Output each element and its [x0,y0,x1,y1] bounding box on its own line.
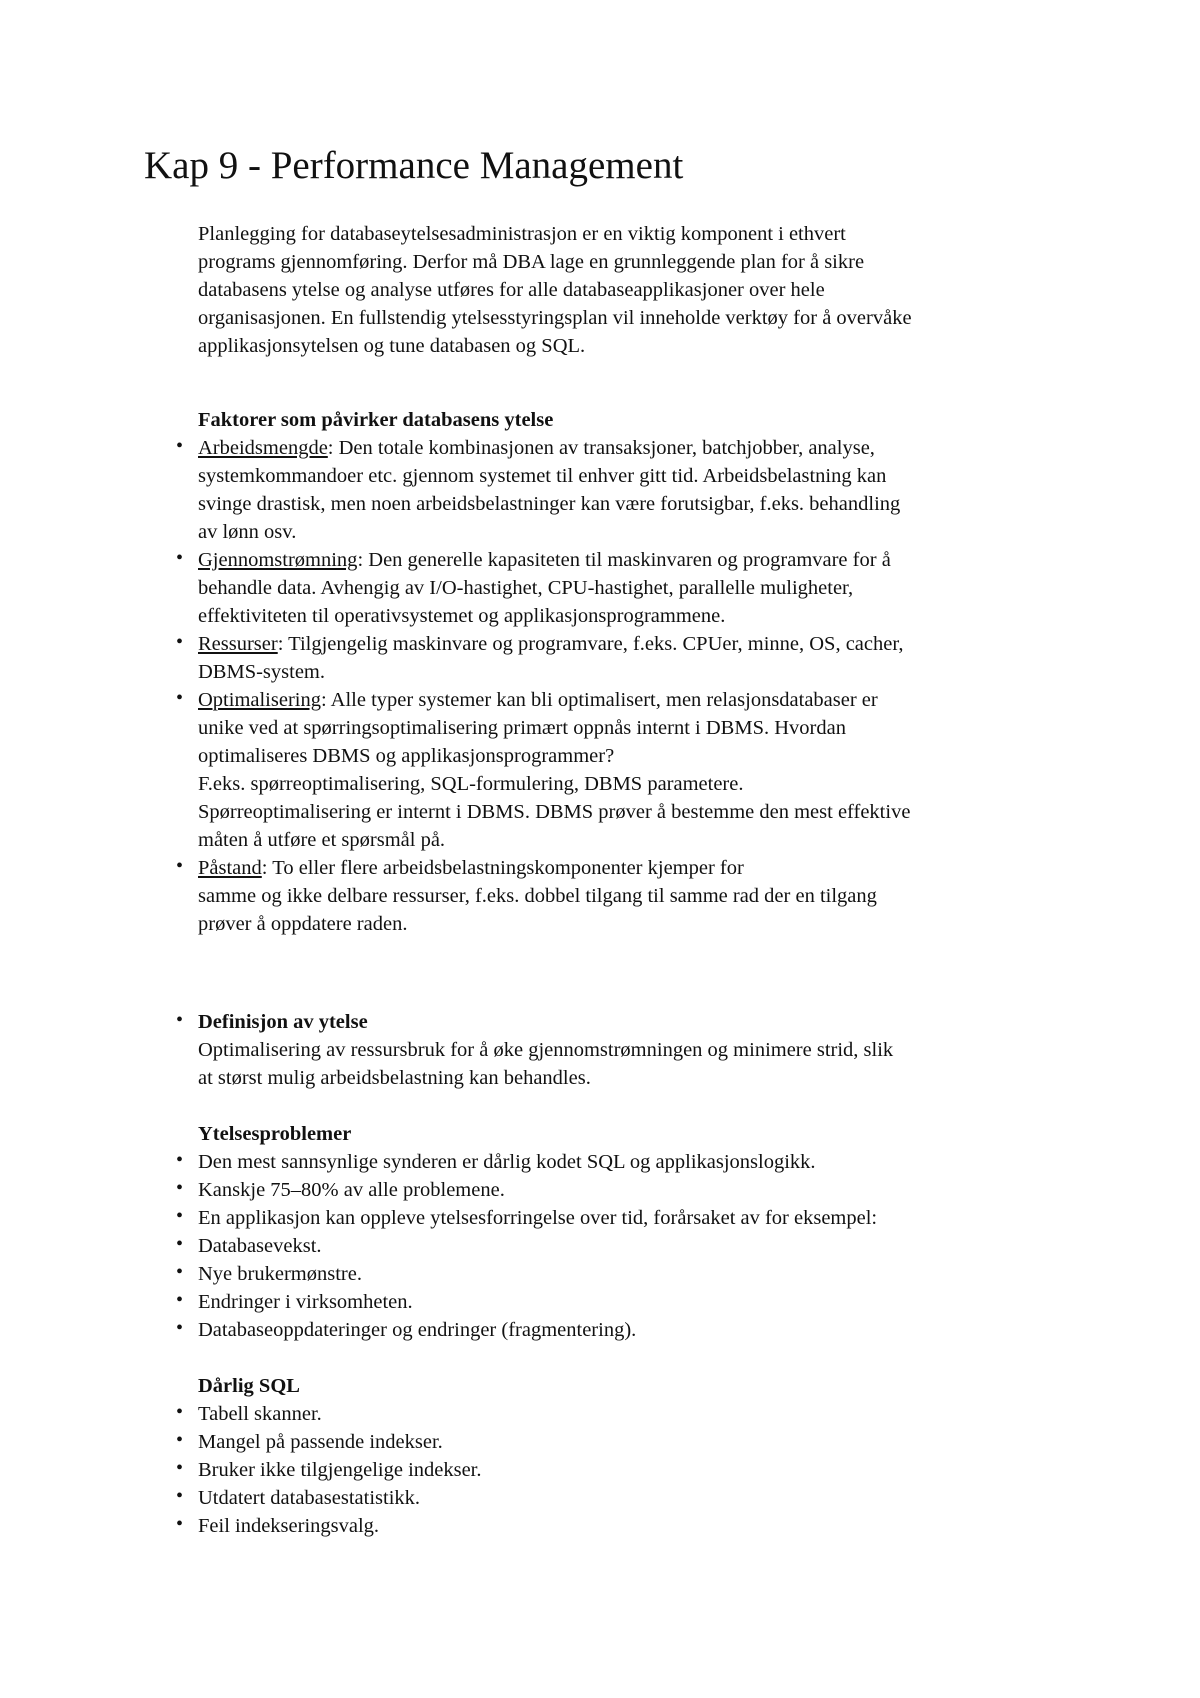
list-item [176,1484,1098,1512]
term-label: Optimalisering [198,689,321,711]
bullet-icon: • [176,1261,184,1283]
item-line: Den mest sannsynlige synderen er dårlig kodet SQL og applikasjonslogikk. [198,1151,816,1173]
item-line: behandle data. Avhengig av I/O-hastighet, CPU-hastighet, parallelle muligheter, [198,577,854,599]
bullet-icon: • [176,1429,184,1451]
item-line: systemkommandoer etc. gjennom systemet til enhver gitt tid. Arbeidsbelastning kan [198,465,887,487]
bullet-icon: • [176,855,184,877]
item-line: Bruker ikke tilgjengelige indekser. [198,1459,482,1481]
item-line: Tabell skanner. [198,1403,322,1425]
item-line: optimaliseres DBMS og applikasjonsprogrammer? [198,745,615,767]
item-line: Endringer i virksomheten. [198,1291,413,1313]
term-text: : To eller flere arbeidsbelastningskomponenter kjemper for [261,857,744,879]
intro-paragraph [198,220,1098,360]
list-item-ressurser [176,630,1098,686]
bullet-icon: • [176,1513,184,1535]
list-item [176,1204,1098,1232]
item-line: Databasevekst. [198,1235,322,1257]
item-line: Feil indekseringsvalg. [198,1515,380,1537]
item-line: DBMS-system. [198,661,326,683]
intro-line: organisasjonen. En fullstendig ytelsesstyringsplan vil inneholde verktøy for å overvåke [198,307,912,329]
item-line: at størst mulig arbeidsbelastning kan behandles. [198,1067,591,1089]
bullet-icon: • [176,1177,184,1199]
list-item [176,1148,1098,1176]
term-label: Ressurser [198,633,278,655]
term-label: Gjennomstrømning [198,549,358,571]
item-line: Mangel på passende indekser. [198,1431,443,1453]
bad-sql-heading: Dårlig SQL [198,1375,300,1397]
list-item [176,1400,1098,1428]
bullet-icon: • [176,687,184,709]
list-item-pastand [176,854,1098,938]
item-line: effektiviteten til operativsystemet og applikasjonsprogrammene. [198,605,726,627]
item-line: F.eks. spørreoptimalisering, SQL-formulering, DBMS parametere. [198,773,744,795]
bullet-icon: • [176,631,184,653]
item-line: svinge drastisk, men noen arbeidsbelastninger kan være forutsigbar, f.eks. behandling [198,493,901,515]
list-item-gjennomstromning [176,546,1098,630]
list-item [176,1512,1098,1540]
bullet-icon: • [176,1317,184,1339]
term-text: : Tilgjengelig maskinvare og programvare, f.eks. CPUer, minne, OS, cacher, [277,633,904,655]
bullet-icon: • [176,1233,184,1255]
item-line: samme og ikke delbare ressurser, f.eks. dobbel tilgang til samme rad der en tilgang [198,885,877,907]
item-line: En applikasjon kan oppleve ytelsesforringelse over tid, forårsaket av for eksempel: [198,1207,878,1229]
intro-line: applikasjonsytelsen og tune databasen og SQL. [198,335,586,357]
item-line: Optimalisering av ressursbruk for å øke gjennomstrømningen og minimere strid, slik [198,1039,894,1061]
item-line: prøver å oppdatere raden. [198,913,408,935]
bullet-icon: • [176,435,184,457]
term-label: Arbeidsmengde [198,437,328,459]
term-text: : Den generelle kapasiteten til maskinvaren og programvare for å [357,549,891,571]
list-item [176,1260,1098,1288]
bullet-icon: • [176,1205,184,1227]
intro-line: Planlegging for databaseytelsesadministrasjon er en viktig komponent i ethvert [198,223,846,245]
bullet-icon: • [176,1457,184,1479]
performance-problems-list [176,1148,1098,1344]
list-item-optimalisering [176,686,1098,854]
performance-problems-heading: Ytelsesproblemer [198,1123,352,1145]
bullet-icon: • [176,547,184,569]
intro-line: databasens ytelse og analyse utføres for alle databaseapplikasjoner over hele [198,279,825,301]
item-line: Spørreoptimalisering er internt i DBMS. DBMS prøver å bestemme den mest effektive [198,801,911,823]
item-line: Kanskje 75–80% av alle problemene. [198,1179,505,1201]
term-text: : Alle typer systemer kan bli optimalisert, men relasjonsdatabaser er [320,689,878,711]
list-item [176,1316,1098,1344]
term-label: Påstand [198,857,262,879]
list-item-definition [176,1008,1098,1092]
list-item [176,1232,1098,1260]
list-item-arbeidsmengde [176,434,1098,546]
bullet-icon: • [176,1401,184,1423]
bullet-icon: • [176,1485,184,1507]
intro-line: programs gjennomføring. Derfor må DBA lage en grunnleggende plan for å sikre [198,251,865,273]
list-item [176,1456,1098,1484]
item-line: Databaseoppdateringer og endringer (fragmentering). [198,1319,637,1341]
item-line: måten å utføre et spørsmål på. [198,829,446,851]
factors-heading: Faktorer som påvirker databasens ytelse [198,409,554,431]
item-line: av lønn osv. [198,521,297,543]
item-line: Utdatert databasestatistikk. [198,1487,421,1509]
bullet-icon: • [176,1009,184,1031]
bullet-icon: • [176,1149,184,1171]
page-title: Kap 9 - Performance Management [144,144,684,187]
item-line: Nye brukermønstre. [198,1263,362,1285]
term-text: : Den totale kombinasjonen av transaksjoner, batchjobber, analyse, [327,437,875,459]
list-item [176,1428,1098,1456]
item-line: unike ved at spørringsoptimalisering primært oppnås internt i DBMS. Hvordan [198,717,846,739]
list-item [176,1288,1098,1316]
factors-list [176,434,1098,938]
definition-list [176,1008,1098,1092]
definition-heading: Definisjon av ytelse [198,1011,368,1033]
list-item [176,1176,1098,1204]
bullet-icon: • [176,1289,184,1311]
bad-sql-list [176,1400,1098,1540]
